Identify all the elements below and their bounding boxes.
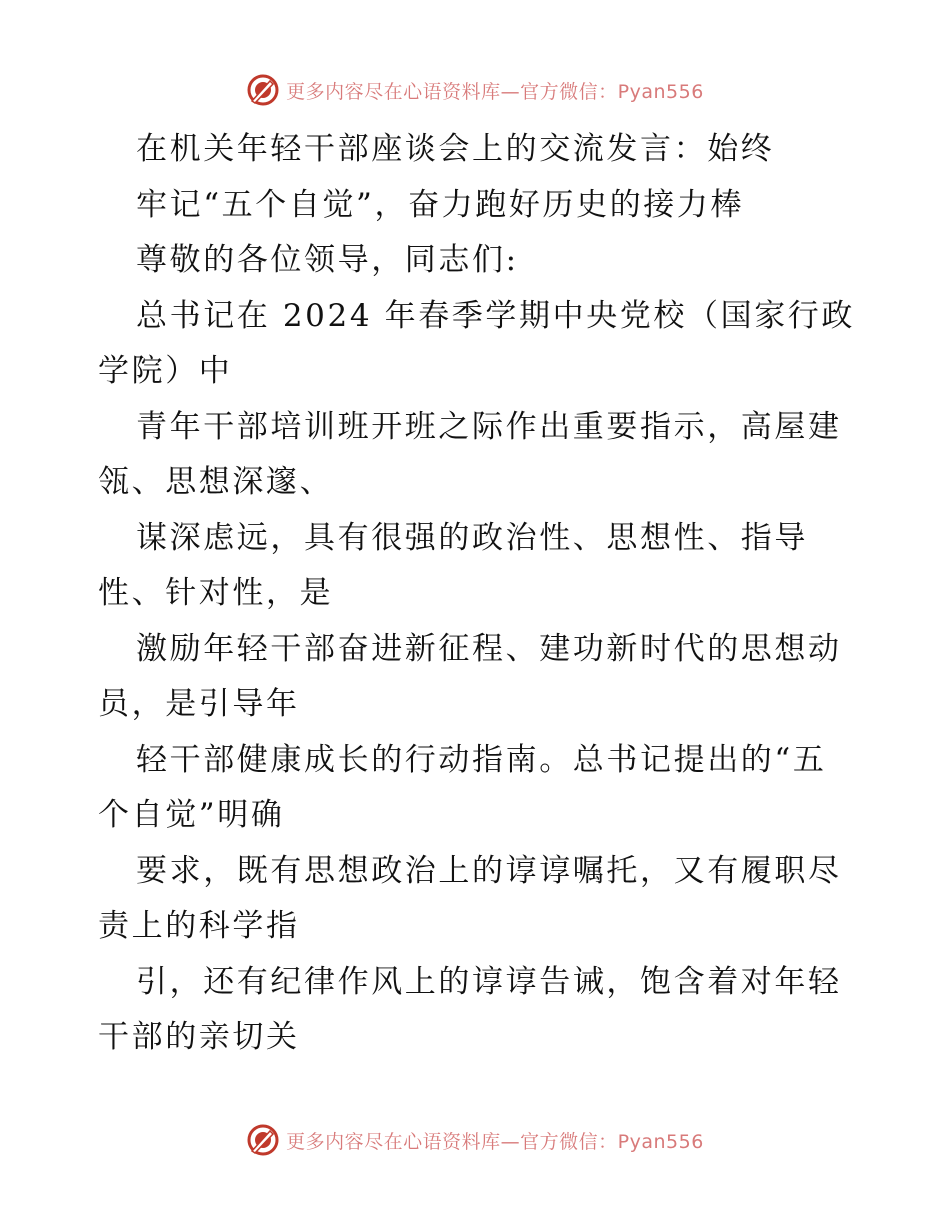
paragraph-line: 青年干部培训班开班之际作出重要指示，高屋建 xyxy=(136,408,842,445)
document-title-line: 在机关年轻干部座谈会上的交流发言：始终 xyxy=(136,131,775,167)
watermark-text: 更多内容尽在心语资料库—官方微信：Pyan556 xyxy=(286,1130,704,1153)
paragraph-line: 轻干部健康成长的行动指南。总书记提出的“五 xyxy=(136,741,827,778)
paragraph-line: 激励年轻干部奋进新征程、建功新时代的思想动 xyxy=(136,630,842,667)
document-body xyxy=(98,122,858,1066)
paragraph-line: 总书记在 2024 年春季学期中央党校（国家行政 xyxy=(136,297,855,334)
paragraph-line: 要求，既有思想政治上的谆谆嘱托，又有履职尽 xyxy=(136,852,842,889)
paragraph-line: 学院）中 xyxy=(98,353,233,389)
document-title-line: 牢记“五个自觉”，奋力跑好历史的接力棒 xyxy=(136,186,745,223)
ink-pen-logo-icon xyxy=(246,1123,280,1157)
paragraph-line: 干部的亲切关 xyxy=(98,1019,300,1055)
paragraph-line: 谋深虑远，具有很强的政治性、思想性、指导 xyxy=(136,519,808,556)
paragraph-line: 性、针对性，是 xyxy=(98,575,334,611)
paragraph-line: 瓴、思想深邃、 xyxy=(98,464,334,500)
ink-pen-logo-icon xyxy=(246,73,280,107)
watermark-text: 更多内容尽在心语资料库—官方微信：Pyan556 xyxy=(286,80,704,103)
paragraph-line: 员，是引导年 xyxy=(98,686,300,722)
paragraph-line: 个自觉”明确 xyxy=(98,797,285,833)
paragraph-line: 引，还有纪律作风上的谆谆告诫，饱含着对年轻 xyxy=(136,963,842,1000)
footer-watermark xyxy=(0,1120,950,1160)
header-watermark xyxy=(0,70,950,110)
paragraph-line: 责上的科学指 xyxy=(98,908,300,944)
salutation: 尊敬的各位领导，同志们: xyxy=(136,242,519,278)
